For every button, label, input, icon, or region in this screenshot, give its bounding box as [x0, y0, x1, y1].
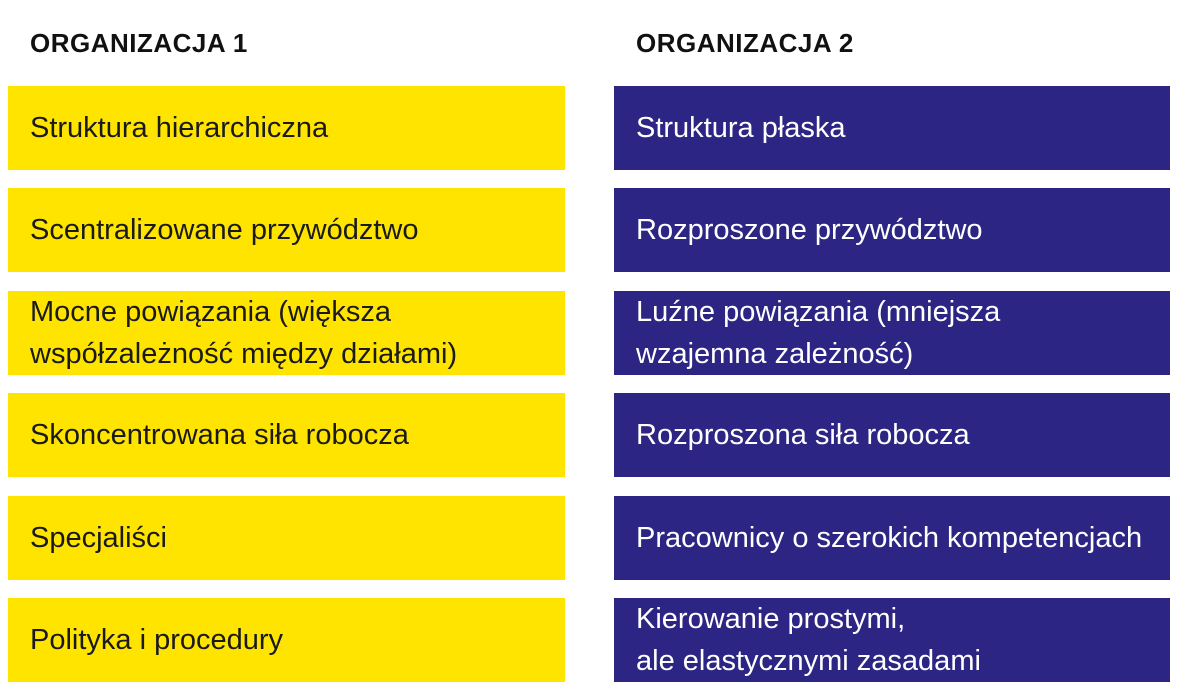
org1-box-workforce: [8, 393, 565, 477]
org1-box-text: Struktura hierarchiczna: [30, 112, 329, 144]
column-header-organization-2: ORGANIZACJA 2: [636, 28, 854, 58]
org2-box-rules: [614, 598, 1170, 682]
org1-box-text-line2: współzależność między działami): [30, 338, 458, 370]
org1-box-text: Specjaliści: [30, 522, 167, 554]
org1-box-coupling: [8, 291, 565, 375]
org1-box-specialists: [8, 496, 565, 580]
org2-box-leadership: [614, 188, 1170, 272]
org1-box-leadership: [8, 188, 565, 272]
org2-box-text: Struktura płaska: [636, 112, 846, 144]
org2-box-text-line1: Kierowanie prostymi,: [636, 603, 906, 635]
org1-box-text: Scentralizowane przywództwo: [30, 214, 419, 246]
org2-box-workforce: [614, 393, 1170, 477]
org2-box-text: Rozproszone przywództwo: [636, 214, 983, 246]
org1-box-hierarchy: [8, 86, 565, 170]
org2-box-text-line2: wzajemna zależność): [636, 338, 914, 370]
org2-box-text-line1: Luźne powiązania (mniejsza: [636, 296, 1001, 328]
org2-box-coupling: [614, 291, 1170, 375]
org1-box-text-line1: Mocne powiązania (większa: [30, 296, 392, 328]
org2-box-text-line2: ale elastycznymi zasadami: [636, 645, 981, 677]
org2-box-text: Rozproszona siła robocza: [636, 419, 970, 451]
org1-box-text: Skoncentrowana siła robocza: [30, 419, 409, 451]
org2-box-generalists: [614, 496, 1170, 580]
org2-box-text: Pracownicy o szerokich kompetencjach: [636, 522, 1143, 554]
org1-box-policies: [8, 598, 565, 682]
org1-box-text: Polityka i procedury: [30, 624, 284, 656]
column-header-organization-1: ORGANIZACJA 1: [30, 28, 248, 58]
org2-box-hierarchy: [614, 86, 1170, 170]
